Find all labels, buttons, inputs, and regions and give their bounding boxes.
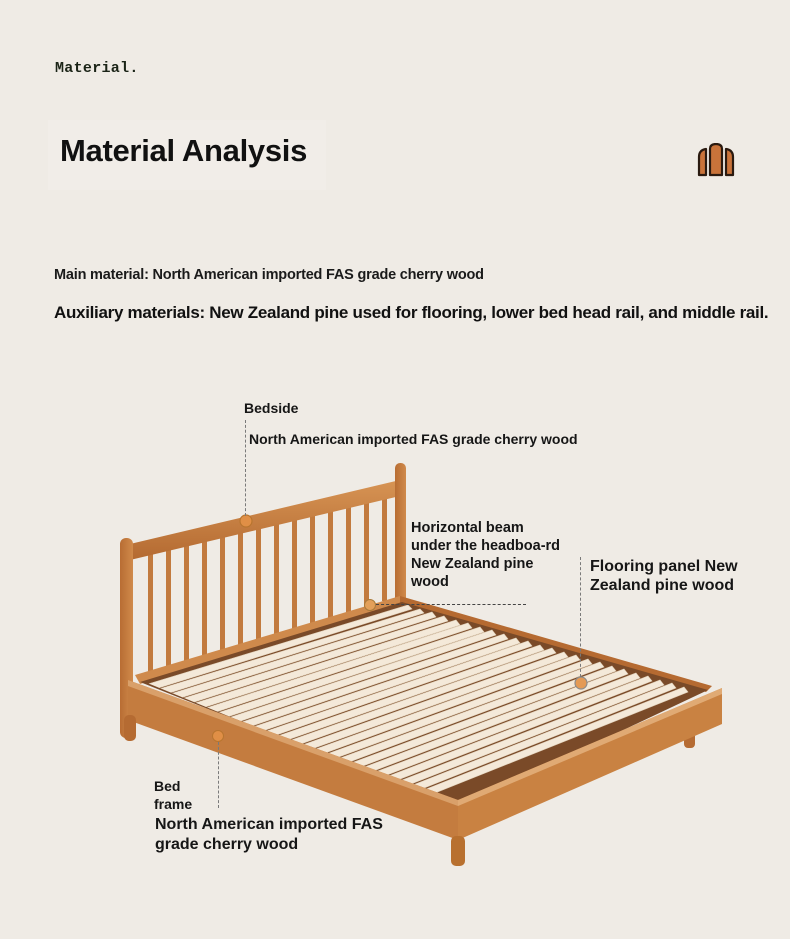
page-title: Material Analysis <box>60 133 308 168</box>
wood-planks-icon <box>697 143 735 177</box>
bed-frame-callout-title: Bed frame <box>154 778 193 812</box>
bedside-callout-title: Bedside <box>244 400 299 416</box>
beam-leader-line <box>376 604 526 605</box>
bed-illustration <box>0 380 790 939</box>
main-material-text: Main material: North American imported FAS grade cherry wood <box>54 267 484 283</box>
flooring-leader-line <box>580 557 581 677</box>
bedside-leader-line <box>245 420 246 516</box>
flooring-panel-callout: Flooring panel New Zealand pine wood <box>590 558 738 594</box>
bedside-callout-description: North American imported FAS grade cherry wood <box>249 431 578 447</box>
horizontal-beam-callout: Horizontal beam under the headboa-rd New Zealand pine wood <box>411 520 561 590</box>
auxiliary-material-text: Auxiliary materials: New Zealand pine used for flooring, lower bed head rail, and middle rail. <box>54 303 769 322</box>
bed-frame-callout-description: North American imported FAS grade cherry wood <box>155 816 383 853</box>
section-kicker: Material. <box>55 60 139 77</box>
frame-leader-line <box>218 742 219 808</box>
